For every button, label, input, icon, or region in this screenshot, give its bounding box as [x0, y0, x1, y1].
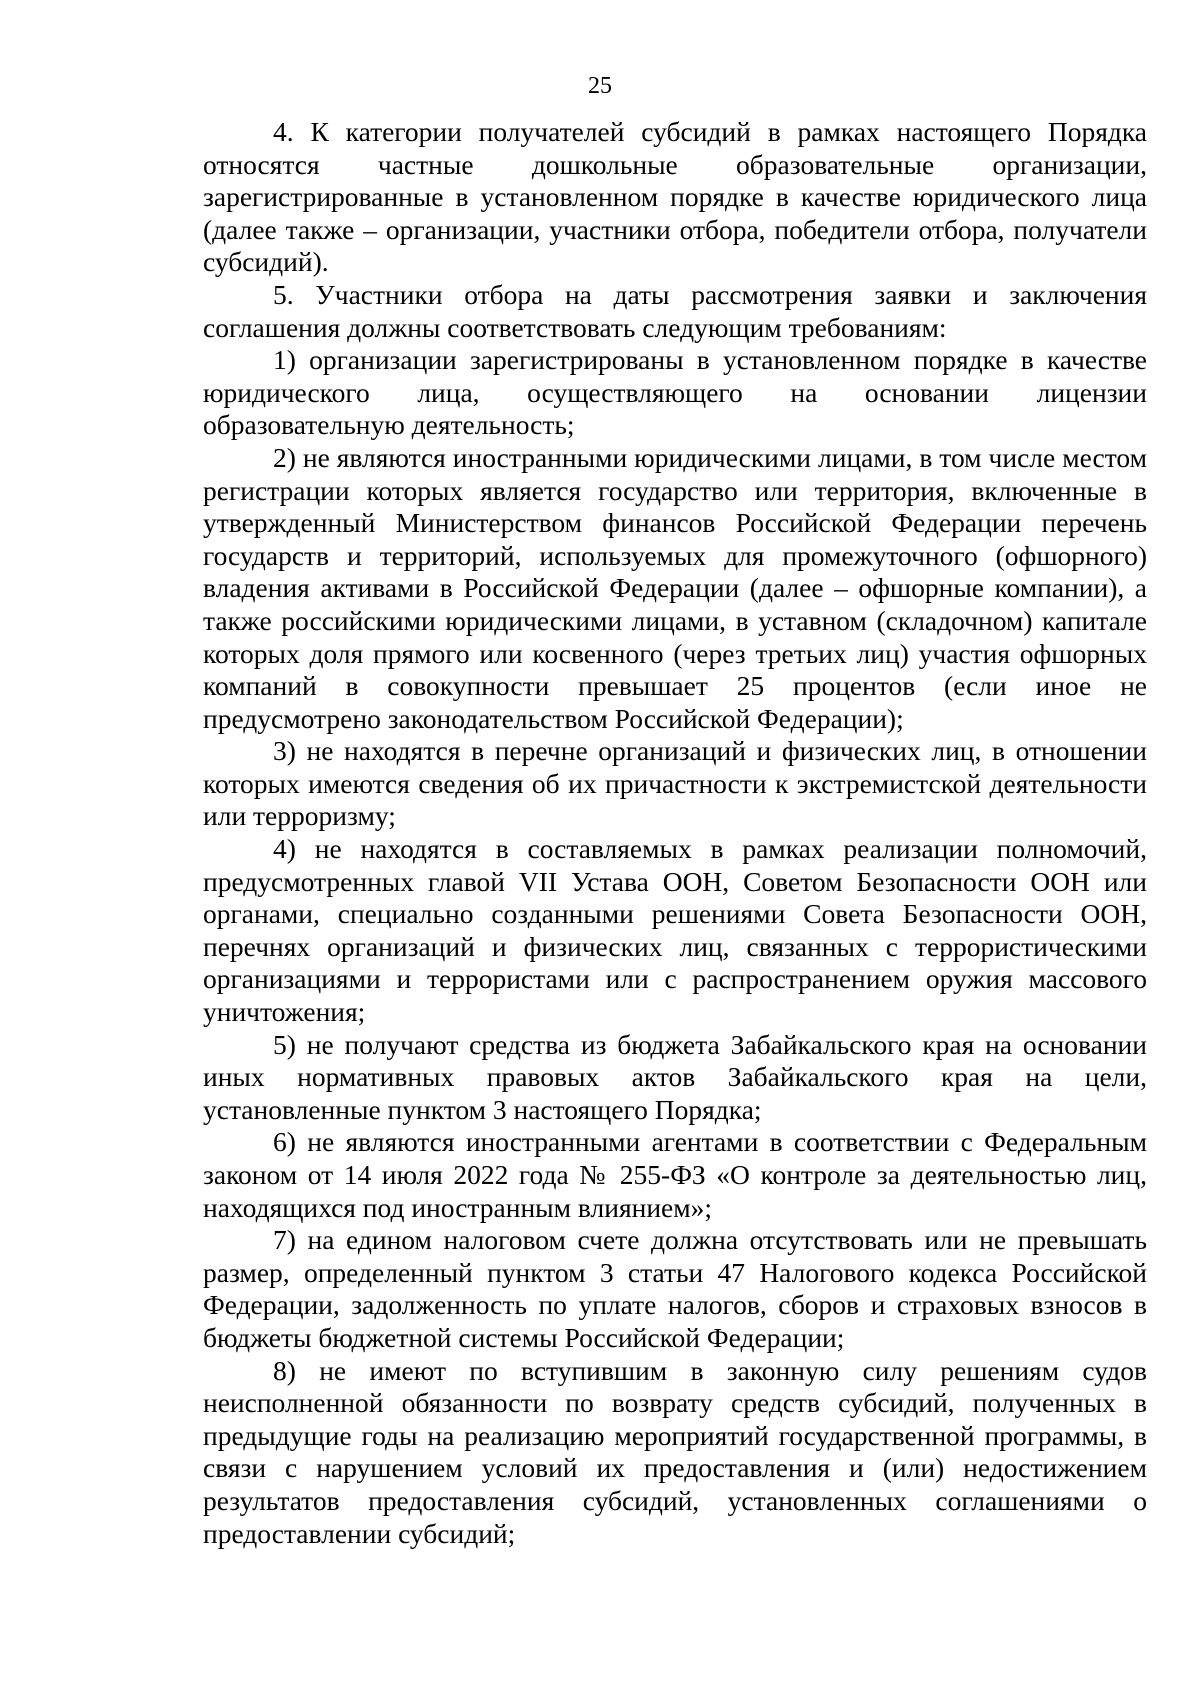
requirement-1: 1) организации зарегистрированы в установленном порядке в качестве юридического лица, осуществляющего на основании лицензии образовательную деятельность;	[203, 344, 1147, 441]
requirement-7: 7) на едином налоговом счете должна отсутствовать или не превышать размер, определенный пунктом 3 статьи 47 Налогового кодекса Российской Федерации, задолженность по уплате налогов, сборов и страховых взносов в бюджеты бюджетной системы Российской Федерации;	[203, 1224, 1147, 1353]
page-number: 25	[588, 73, 612, 99]
paragraph-5: 5. Участники отбора на даты рассмотрения заявки и заключения соглашения должны соответствовать следующим требованиям:	[203, 278, 1147, 343]
paragraph-4: 4. К категории получателей субсидий в рамках настоящего Порядка относятся частные дошкольные образовательные организации, зарегистрированные в установленном порядке в качестве юридического лица (далее также – организации, участники отбора, победители отбора, получатели субсидий).	[203, 116, 1147, 278]
requirement-3: 3) не находятся в перечне организаций и физических лиц, в отношении которых имеются сведения об их причастности к экстремистской деятельности или терроризму;	[203, 735, 1147, 832]
document-body	[203, 116, 1147, 1550]
requirement-2: 2) не являются иностранными юридическими лицами, в том числе местом регистрации которых является государство или территория, включенные в утвержденный Министерством финансов Российской Федерации перечень государств и территорий, используемых для промежуточного (офшорного) владения активами в Российской Федерации (далее – офшорные компании), а также российскими юридическими лицами, в уставном (складочном) капитале которых доля прямого или косвенного (через третьих лиц) участия офшорных компаний в совокупности превышает 25 процентов (если иное не предусмотрено законодательством Российской Федерации);	[203, 441, 1147, 734]
requirement-6: 6) не являются иностранными агентами в соответствии с Федеральным законом от 14 июля 2022 года № 255-ФЗ «О контроле за деятельностью лиц, находящихся под иностранным влиянием»;	[203, 1126, 1147, 1223]
requirement-8: 8) не имеют по вступившим в законную силу решениям судов неисполненной обязанности по возврату средств субсидий, полученных в предыдущие годы на реализацию мероприятий государственной программы, в связи с нарушением условий их предоставления и (или) недостижением результатов предоставления субсидий, установленных соглашениями о предоставлении субсидий;	[203, 1354, 1147, 1549]
requirement-5: 5) не получают средства из бюджета Забайкальского края на основании иных нормативных правовых актов Забайкальского края на цели, установленные пунктом 3 настоящего Порядка;	[203, 1028, 1147, 1125]
requirement-4: 4) не находятся в составляемых в рамках реализации полномочий, предусмотренных главой VII Устава ООН, Советом Безопасности ООН или органами, специально созданными решениями Совета Безопасности ООН, перечнях организаций и физических лиц, связанных с террористическими организациями и террористами или с распространением оружия массового уничтожения;	[203, 833, 1147, 1028]
